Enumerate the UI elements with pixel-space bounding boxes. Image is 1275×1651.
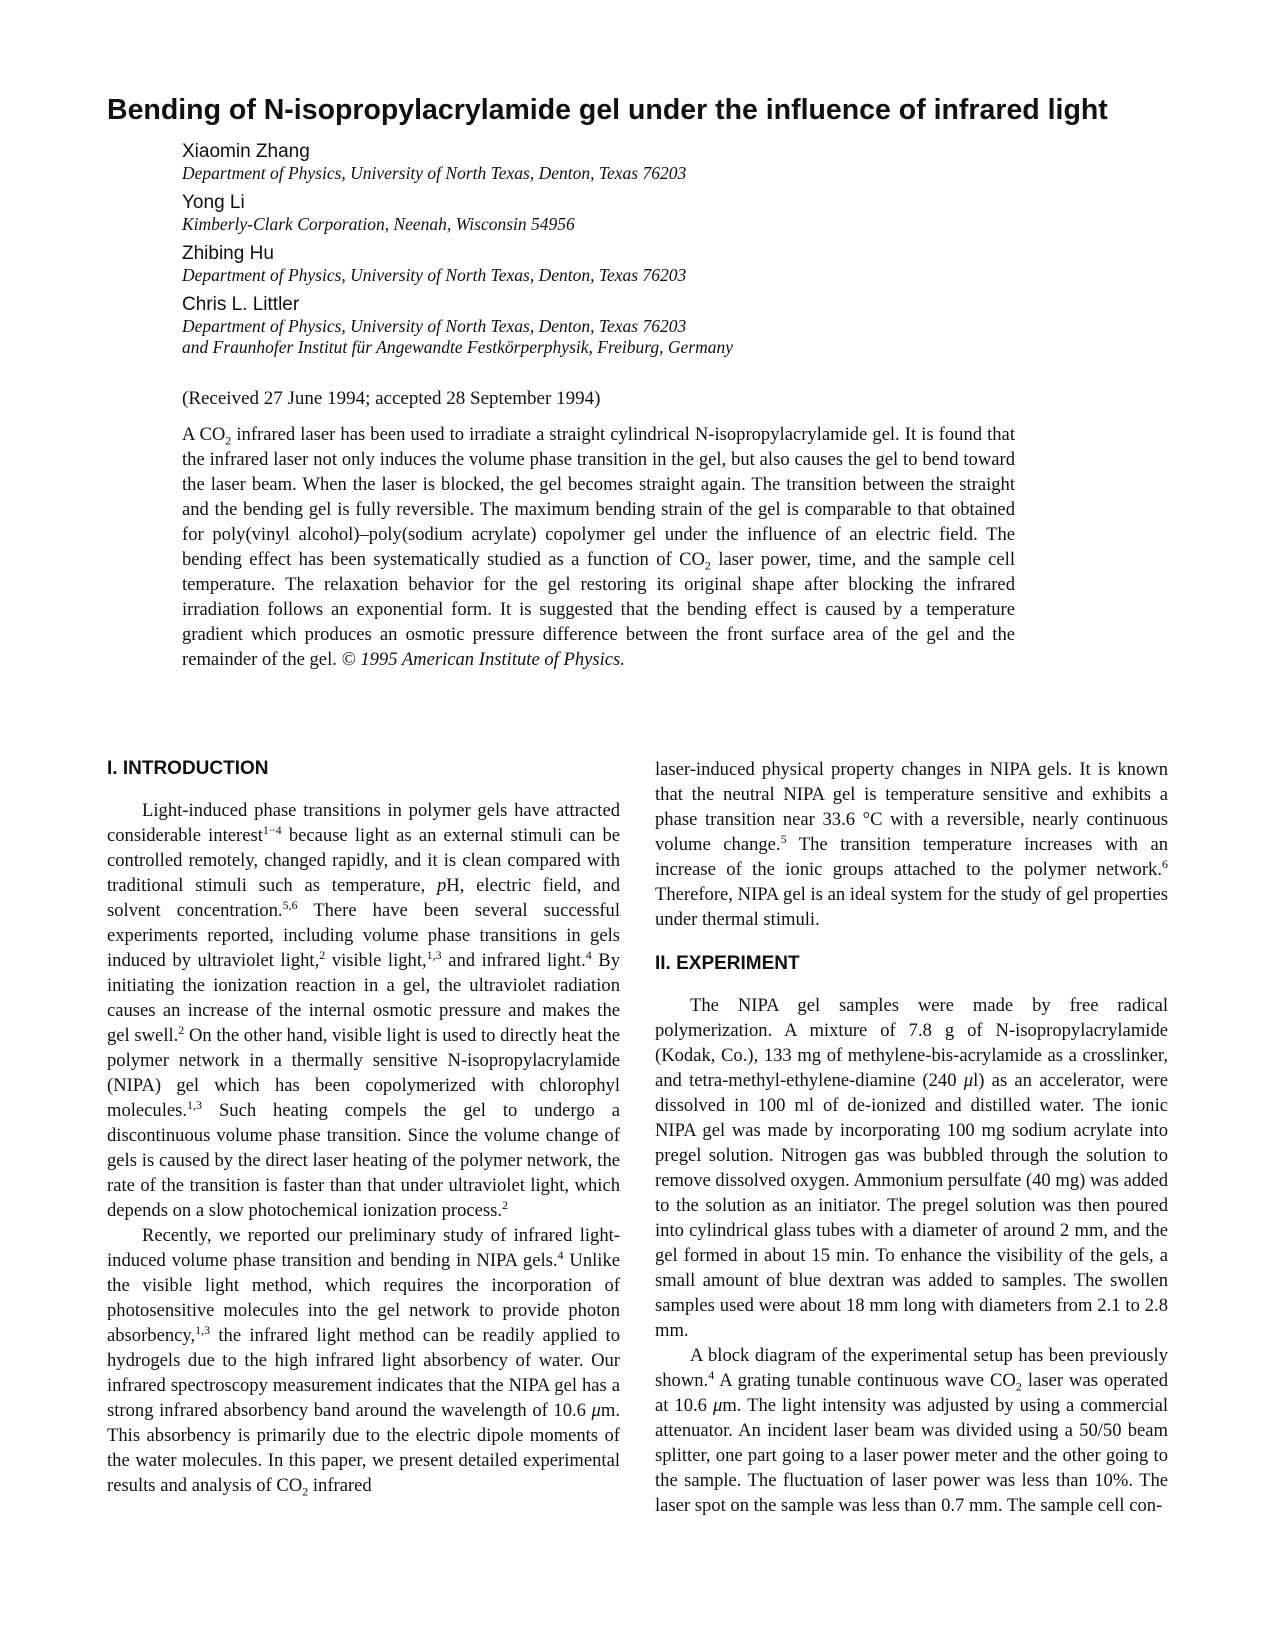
author-block [182, 242, 1082, 286]
author-block [182, 140, 1082, 184]
author-affiliation: Department of Physics, University of North Texas, Denton, Texas 76203 [182, 265, 687, 285]
author-affiliation-secondary: and Fraunhofer Institut für Angewandte Festkörperphysik, Freiburg, Germany [182, 337, 734, 357]
intro-paragraph-1: Light-induced phase transitions in polymer gels have attracted considerable interest$^{1-4}$ because light as an external stimuli can be controlled remotely, changed rapidly, and it is clean compared with traditional stimuli such as temperature, pH, electric field, and solvent concentration.$^{5,6}$ There have been several successful experiments reported, including volume phase transitions in gels induced by ultraviolet light,$^2$ visible light,$^{1,3}$ and infrared light.$^4$ By initiating the ionization reaction in a gel, the ultraviolet radiation causes an increase of the internal osmotic pressure and makes the gel swell.$^2$ On the other hand, visible light is used to directly heat the polymer network in a thermally sensitive N-isopropylacrylamide (NIPA) gel which has been copolymerized with chlorophyl molecules.$^{1,3}$ Such heating compels the gel to undergo a discontinuous volume phase transition. Since the volume change of gels is caused by the direct laser heating of the polymer network, the rate of the transition is faster than that under ultraviolet light, which depends on a slow photochemical ionization process.$^2$ [107, 800, 620, 1221]
experiment-paragraph-1: The NIPA gel samples were made by free radical polymerization. A mixture of 7.8 g of N-isopropylacrylamide (Kodak, Co.), 133 mg of methylene-bis-acrylamide as a crosslinker, and tetra-methyl-ethylene-diamine (240 μl) as an accelerator, were dissolved in 100 ml of de-ionized and distilled water. The ionic NIPA gel was made by incorporating 100 mg sodium acrylate into pregel solution. Nitrogen gas was bubbled through the solution to remove dissolved oxygen. Ammonium persulfate (40 mg) was added to the solution as an initiator. The pregel solution was then poured into cylindrical glass tubes with a diameter of around 2 mm, and the gel formed in about 15 min. To enhance the visibility of the gels, a small amount of blue dextran was added to samples. The swollen samples used were about 18 mm long with diameters from 2.1 to 2.8 mm. [655, 995, 1168, 1341]
author-name: Chris L. Littler [182, 294, 300, 315]
paper-title: Bending of N-isopropylacrylamide gel under the influence of infrared light [107, 94, 1108, 126]
left-column [107, 757, 620, 1498]
abstract-text: A $CO_2$ infrared laser has been used to irradiate a straight cylindrical N-isopropylacrylamide gel. It is found that the infrared laser not only induces the volume phase transition in the gel, but also causes the gel to bend toward the laser beam. When the laser is blocked, the gel becomes straight again. The transition between the straight and the bending gel is fully reversible. The maximum bending strain of the gel is comparable to that obtained for poly(vinyl alcohol)–poly(sodium acrylate) copolymer gel under the influence of an electric field. The bending effect has been systematically studied as a function of $CO_2$ laser power, time, and the sample cell temperature. The relaxation behavior for the gel restoring its original shape after blocking the infrared irradiation follows an exponential form. It is suggested that the bending effect is caused by a temperature gradient which produces an osmotic pressure difference between the front surface area of the gel and the remainder of the gel. © 1995 American Institute of Physics. [182, 424, 1015, 670]
intro-paragraph-2: Recently, we reported our preliminary study of infrared light-induced volume phase transition and bending in NIPA gels.$^4$ Unlike the visible light method, which requires the incorporation of photosensitive molecules into the gel network to provide photon absorbency,$^{1,3}$ the infrared light method can be readily applied to hydrogels due to the high infrared light absorbency of water. Our infrared spectroscopy measurement indicates that the NIPA gel has a strong infrared absorbency band around the wavelength of 10.6 μm. This absorbency is primarily due to the electric dipole moments of the water molecules. In this paper, we present detailed experimental results and analysis of $CO_2$ infrared [107, 1225, 620, 1499]
author-name: Xiaomin Zhang [182, 141, 310, 162]
author-block [182, 191, 1082, 235]
author-list [182, 140, 1082, 365]
received-dates: (Received 27 June 1994; accepted 28 September 1994) [182, 388, 601, 409]
section-heading-experiment: II. EXPERIMENT [655, 953, 800, 974]
author-name: Yong Li [182, 192, 245, 213]
abstract [182, 422, 1015, 672]
author-name: Zhibing Hu [182, 243, 274, 264]
experiment-paragraph-2: A block diagram of the experimental setup has been previously shown.$^4$ A grating tunable continuous wave $CO_2$ laser was operated at 10.6 μm. The light intensity was adjusted by using a commercial attenuator. An incident laser beam was divided using a 50/50 beam splitter, one part going to a laser power meter and the other going to the sample. The fluctuation of laser power was less than 10%. The laser spot on the sample was less than 0.7 mm. The sample cell con- [655, 1345, 1169, 1516]
author-affiliation: Department of Physics, University of North Texas, Denton, Texas 76203 [182, 316, 687, 336]
section-heading-introduction: I. INTRODUCTION [107, 758, 269, 779]
right-column [655, 757, 1168, 1518]
author-affiliation: Department of Physics, University of North Texas, Denton, Texas 76203 [182, 163, 687, 183]
author-block [182, 293, 1082, 358]
copyright-notice: © 1995 American Institute of Physics. [341, 649, 625, 670]
intro-paragraph-3: laser-induced physical property changes in NIPA gels. It is known that the neutral NIPA gel is temperature sensitive and exhibits a phase transition near 33.6 °C with a reversible, nearly continuous volume change.$^5$ The transition temperature increases with an increase of the ionic groups attached to the polymer network.$^6$ Therefore, NIPA gel is an ideal system for the study of gel properties under thermal stimuli. [655, 759, 1169, 930]
author-affiliation: Kimberly-Clark Corporation, Neenah, Wisconsin 54956 [182, 214, 575, 234]
